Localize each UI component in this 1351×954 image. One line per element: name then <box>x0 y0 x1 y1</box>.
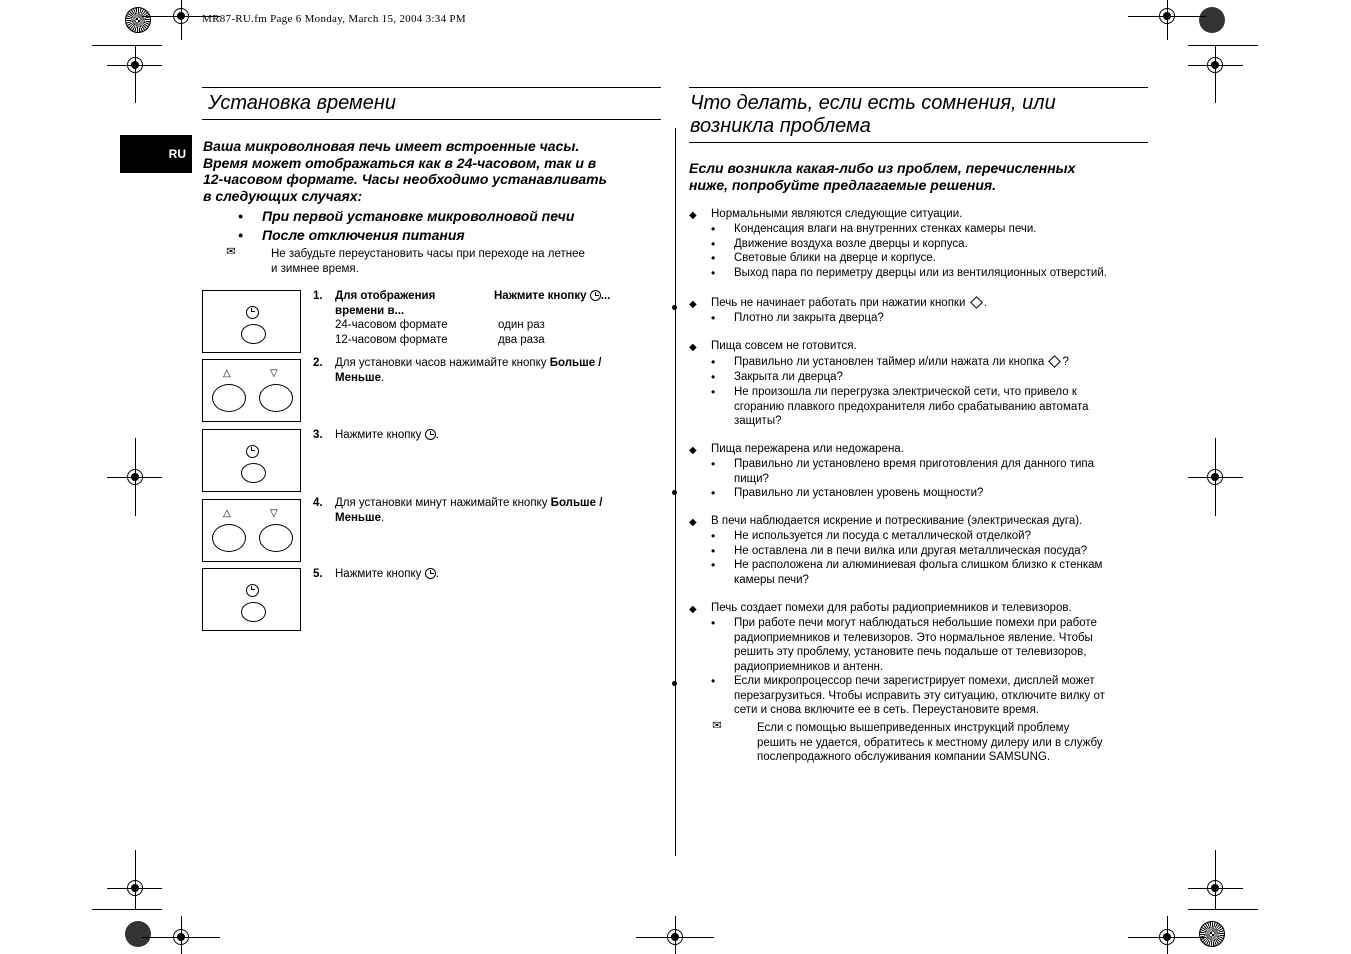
step-4: 4. Для установки минут нажимайте кнопку Больше / Меньше. <box>313 497 603 524</box>
margin-dot <box>672 681 677 686</box>
clock-icon <box>246 306 259 319</box>
start-icon <box>1049 355 1062 368</box>
case-list: • При первой установке микроволновой печи • После отключения питания <box>238 208 575 243</box>
margin-dot <box>672 305 677 310</box>
clock-icon <box>590 290 601 301</box>
clock-intro: Ваша микроволновая печь имеет встроенные часы. Время может отображаться как в 24-часовом, так и в 12-часовом формате. Часы необходимо устанавливать в следующих случаях: <box>203 138 607 204</box>
down-arrow-icon: ▽ <box>270 508 278 519</box>
clock-button <box>241 463 266 483</box>
section-title-clock: Установка времени <box>208 92 397 114</box>
margin-dot <box>672 490 677 495</box>
panel-more-less <box>202 359 301 422</box>
title-rule-bottom <box>202 119 661 120</box>
clock-button <box>241 602 266 622</box>
panel-more-less <box>202 499 301 562</box>
clock-icon <box>246 584 259 597</box>
panel-clock-button <box>202 568 301 631</box>
step-5: 5. Нажмите кнопку . <box>313 568 439 580</box>
less-button <box>259 524 293 552</box>
clock-icon <box>425 568 436 579</box>
more-button <box>212 384 246 412</box>
registration-sunburst-icon <box>125 7 151 33</box>
registration-disc-icon <box>125 921 151 947</box>
registration-disc-icon <box>1199 7 1225 33</box>
panel-clock-button <box>202 290 301 353</box>
note-icon: ✉ <box>226 246 236 258</box>
up-arrow-icon: △ <box>223 368 231 379</box>
less-button <box>259 384 293 412</box>
more-button <box>212 524 246 552</box>
up-arrow-icon: △ <box>223 508 231 519</box>
step-3: 3. Нажмите кнопку . <box>313 429 439 441</box>
panel-clock-button <box>202 429 301 492</box>
title-rule-top <box>202 87 661 88</box>
clock-icon <box>246 445 259 458</box>
troubleshooting-list: ◆ Нормальными являются следующие ситуации. • Конденсация влаги на внутренних стенках камеры печи. • Движение воздуха возле дверцы и корпуса. • Световые блики на дверце и корпусе. • Выход пара по периметру дверцы или из вентиляционных отверстий. ◆ Печь не начинает работать при нажатии кнопки . • Плотно ли закрыта дверца? ◆ Пища совсем не готовится. • Правильно ли установлен таймер и/или нажата ли кнопка ? • Закрыта ли дверца? • Не произошла ли перегрузка электрической сети, что привело к сгоранию плавкого предохранителя либо срабатыванию автомата защиты? ◆ Пища пережарена или недожарена. • Правильно ли установлено время приготовления для данного типа пищи? • Правильно ли установлен уровень мощности? ◆ В печи наблюдается искрение и потрескивание (электрическая дуга). • Не используется ли посуда с металлической отделкой? • Не оставлена ли в печи вилка или другая металлическая посуда? • Не расположена ли алюминиевая фольга слишком близко к стенкам камеры печи? ◆ Печь создает помехи для работы радиоприемников и телевизоров. • При работе печи могут наблюдаться небольшие помехи при работе радиоприемников и телевизоров. Это нормальное явление. Чтобы решить эту проблему, установите печь подальше от телевизоров, радиоприемников и антенн. • Если микропроцессор печи зарегистрирует помехи, дисплей может перезагрузиться. Чтобы исправить эту ситуацию, отключите вилку от сети и снова включите ее в сеть. Переустановите время. ✉ Если с помощью вышеприведенных инструкций проблему решить не удается, обратитесь к местному дилеру или в службу послепродажного обслуживания компании SAMSUNG. <box>689 208 1107 763</box>
note-icon: ✉ <box>712 720 722 732</box>
dst-note: Не забудьте переустановить часы при переходе на летнее и зимнее время. <box>271 248 585 275</box>
registration-sunburst-icon <box>1199 921 1225 947</box>
down-arrow-icon: ▽ <box>270 368 278 379</box>
clock-button <box>241 324 266 344</box>
file-header: MR87-RU.fm Page 6 Monday, March 15, 2004 3:34 PM <box>202 13 466 25</box>
step-2: 2. Для установки часов нажимайте кнопку Больше / Меньше. <box>313 357 602 384</box>
clock-icon <box>425 429 436 440</box>
step-1: 1. Для отображения времени в... Нажмите кнопку ... 24-часовом формате один раз 12-часовом формате два раза <box>313 290 611 346</box>
troubleshooting-intro: Если возникла какая-либо из проблем, перечисленных ниже, попробуйте предлагаемые решения. <box>689 160 1076 193</box>
start-icon <box>970 296 983 309</box>
section-title-troubleshooting: Что делать, если есть сомнения, или возникла проблема <box>690 92 1056 137</box>
language-tab: RU <box>120 135 192 173</box>
